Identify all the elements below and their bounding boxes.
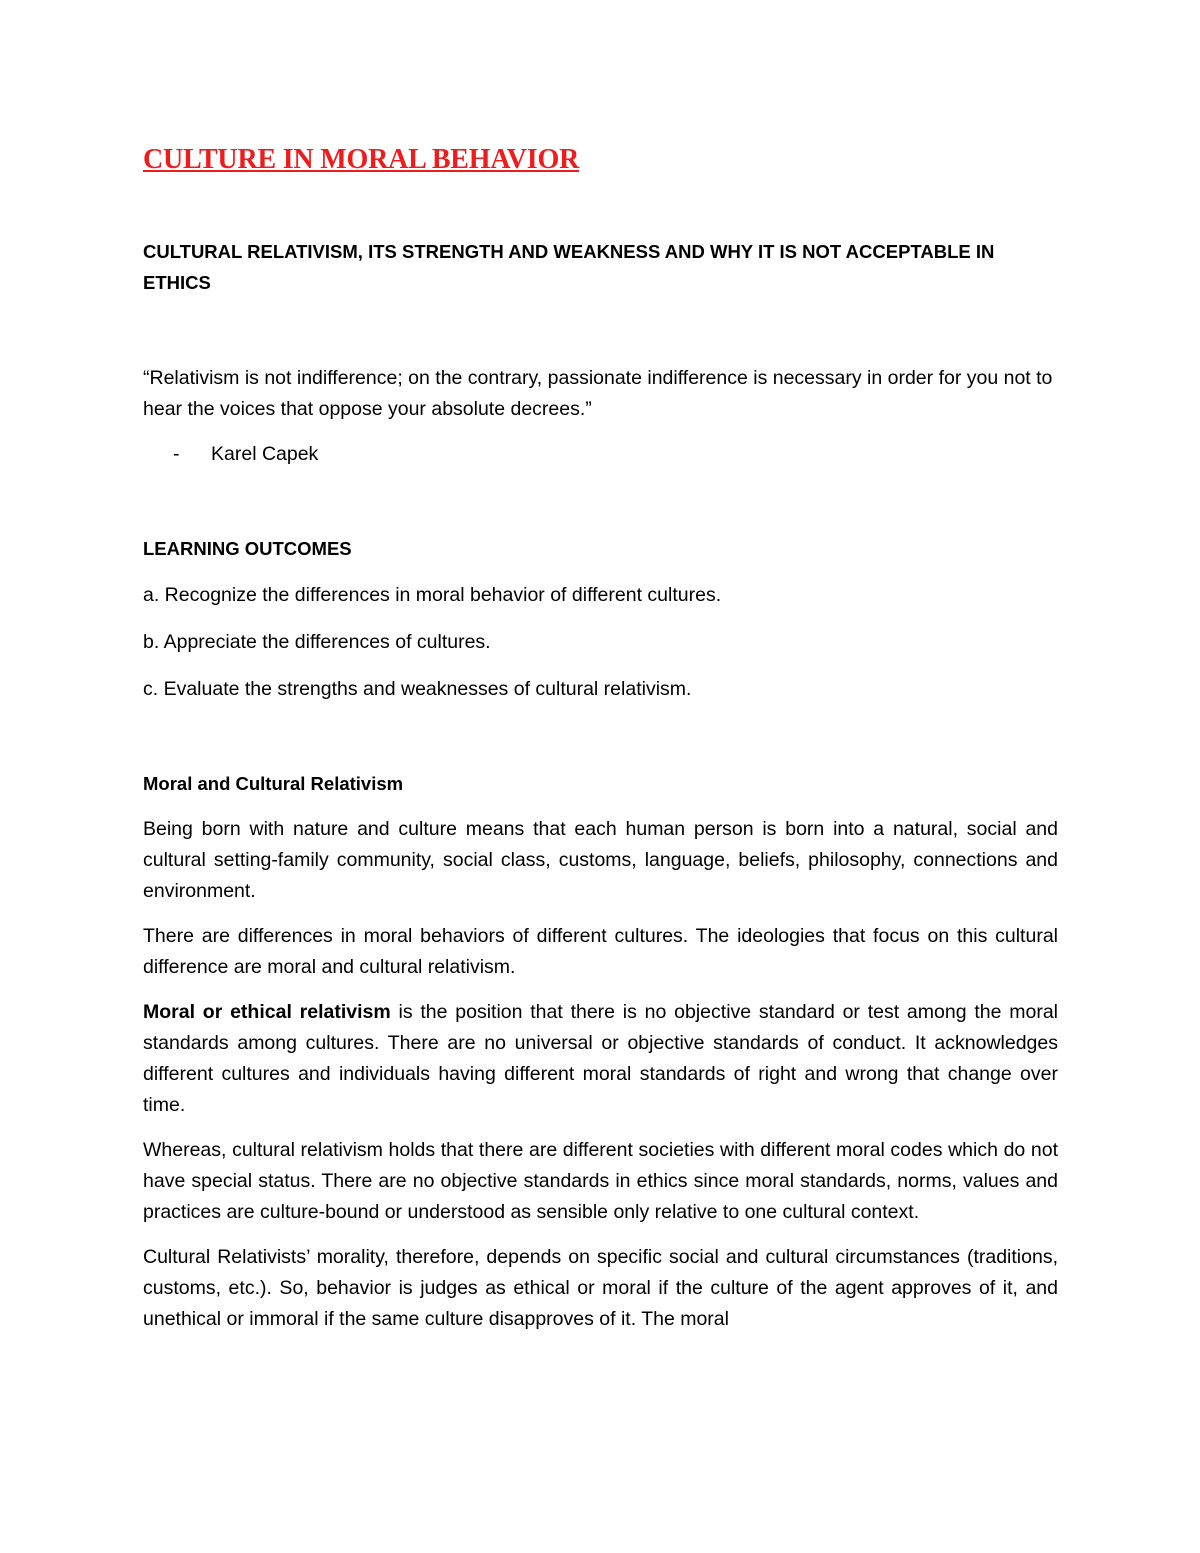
epigraph-quote: “Relativism is not indifference; on the contrary, passionate indifference is necessary in order for you not to hear the voices that oppose your absolute decrees.” <box>143 367 1053 420</box>
learning-outcome-item: a. Recognize the differences in moral behavior of different cultures. <box>143 584 722 606</box>
body-paragraph-ethical-relativism <box>143 997 1058 1121</box>
learning-outcome-item: c. Evaluate the strengths and weaknesses of cultural relativism. <box>143 678 692 700</box>
body-paragraph: Being born with nature and culture means that each human person is born into a natural, social and cultural setting-family community, social class, customs, language, beliefs, philosophy, connections and environment. <box>143 818 1058 902</box>
document-subtitle: CULTURAL RELATIVISM, ITS STRENGTH AND WEAKNESS AND WHY IT IS NOT ACCEPTABLE IN ETHICS <box>143 241 995 293</box>
ethical-relativism-definition: is the position that there is no objective standard or test among the moral standards among cultures. There are no universal or objective standards of conduct. It acknowledges different cultures and individuals having different moral standards of right and wrong that change over time. <box>143 1001 1058 1116</box>
learning-outcome-item: b. Appreciate the differences of cultures. <box>143 631 491 653</box>
moral-cultural-relativism-heading: Moral and Cultural Relativism <box>143 773 404 794</box>
attribution-dash: - <box>173 443 180 465</box>
epigraph-attribution <box>173 439 1058 470</box>
body-paragraph: Cultural Relativists’ morality, therefore, depends on specific social and cultural circumstances (traditions, customs, etc.). So, behavior is judges as ethical or moral if the culture of the agent approves of it, and unethical or immoral if the same culture disapproves of it. The moral <box>143 1246 1058 1330</box>
body-paragraph: Whereas, cultural relativism holds that there are different societies with different moral codes which do not have special status. There are no objective standards in ethics since moral standards, norms, values and practices are culture-bound or understood as sensible only relative to one cultural context. <box>143 1139 1058 1223</box>
learning-outcomes-heading: LEARNING OUTCOMES <box>143 538 352 559</box>
body-paragraph: There are differences in moral behaviors of different cultures. The ideologies that focus on this cultural difference are moral and cultural relativism. <box>143 925 1058 978</box>
document-title: CULTURE IN MORAL BEHAVIOR <box>143 144 580 175</box>
ethical-relativism-term: Moral or ethical relativism <box>143 1001 391 1023</box>
document-content <box>143 140 1058 1335</box>
attribution-name: Karel Capek <box>211 443 319 465</box>
